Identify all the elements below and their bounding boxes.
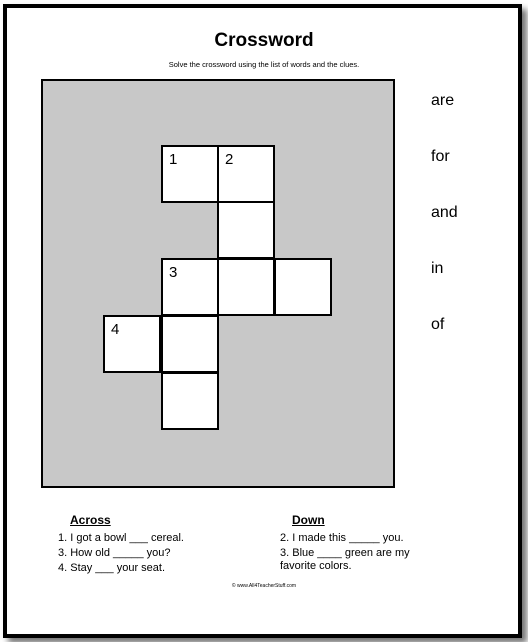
- crossword-cell[interactable]: [161, 315, 219, 373]
- page-title: Crossword: [214, 30, 314, 51]
- crossword-cell-4[interactable]: [103, 315, 161, 373]
- word-list-item: are: [431, 92, 455, 109]
- down-heading: Down: [292, 513, 325, 527]
- clue-number: 4: [111, 321, 120, 338]
- footer-credit: © www.All4TeacherStuff.com: [231, 583, 297, 589]
- crossword-cell[interactable]: [274, 258, 332, 316]
- crossword-board: [41, 79, 395, 488]
- crossword-cell-1[interactable]: [161, 145, 219, 203]
- clue-number: 1: [169, 151, 178, 168]
- clue-number: 2: [225, 151, 234, 168]
- across-clue: 3. How old _____ you?: [58, 547, 171, 559]
- word-list-item: in: [431, 260, 444, 277]
- clue-number: 3: [169, 264, 178, 281]
- down-clue: 3. Blue ____ green are my favorite colors.: [280, 547, 410, 572]
- across-heading: Across: [70, 513, 111, 527]
- word-list-item: and: [431, 204, 458, 221]
- crossword-cell[interactable]: [161, 372, 219, 430]
- across-clue: 4. Stay ___ your seat.: [58, 562, 166, 574]
- page-subtitle: Solve the crossword using the list of words and the clues.: [168, 60, 360, 69]
- word-list-item: of: [431, 316, 445, 333]
- down-clue: 2. I made this _____ you.: [280, 532, 404, 544]
- word-list-item: for: [431, 148, 450, 165]
- crossword-cell-2[interactable]: [217, 145, 275, 203]
- crossword-cell-3[interactable]: [161, 258, 219, 316]
- crossword-cell[interactable]: [217, 258, 275, 316]
- crossword-cell[interactable]: [217, 201, 275, 259]
- across-clue: 1. I got a bowl ___ cereal.: [58, 532, 184, 544]
